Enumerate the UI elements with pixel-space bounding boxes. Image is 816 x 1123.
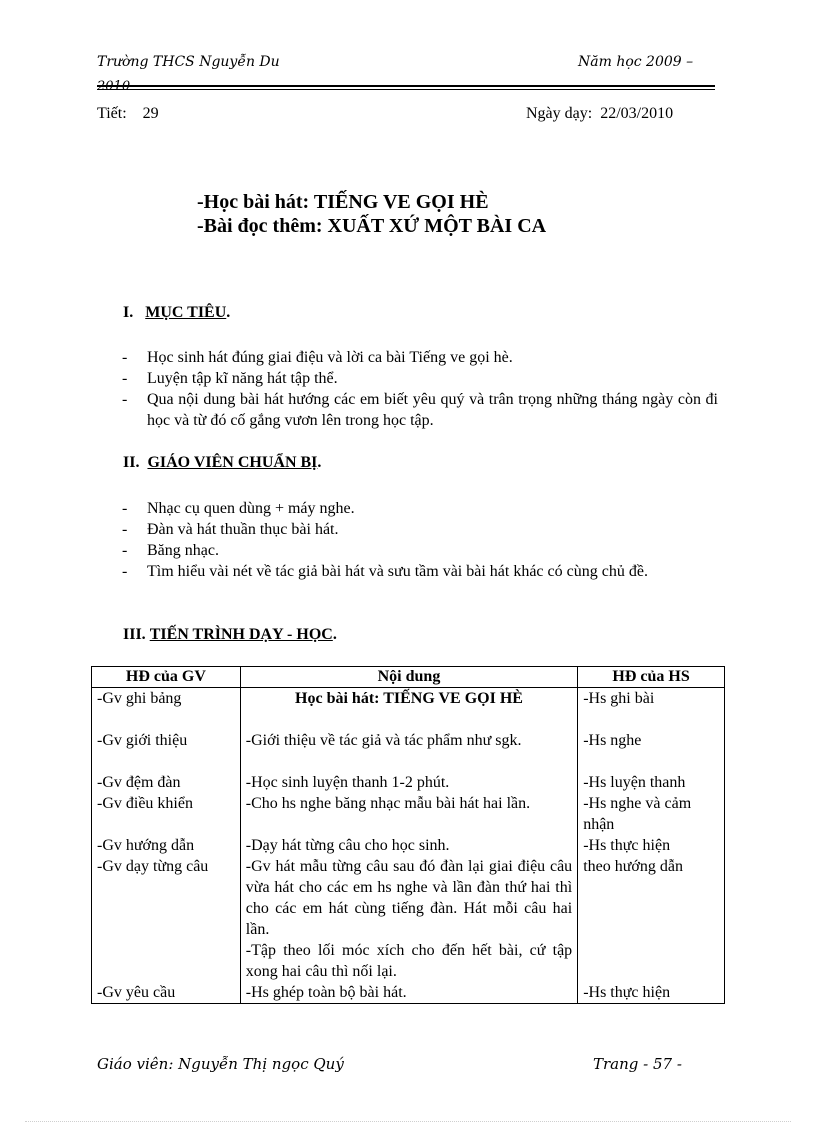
- teacher-cell: -Gv hướng dẫn: [92, 835, 241, 856]
- section-number: III.: [123, 626, 146, 643]
- lesson-title-song: [197, 191, 489, 214]
- student-cell: -Hs nghe: [578, 730, 725, 772]
- table-row: [92, 772, 725, 793]
- section-number: I.: [123, 304, 134, 321]
- teacher-cell: -Gv đệm đàn: [92, 772, 241, 793]
- preparation-list: [122, 498, 718, 582]
- list-item: - Nhạc cụ quen dùng + máy nghe.: [122, 500, 355, 517]
- section-title: GIÁO VIÊN CHUẨN BỊ: [147, 454, 318, 471]
- lesson-title-reading: [197, 215, 546, 238]
- school-name: Trường THCS Nguyễn Du: [97, 54, 280, 70]
- table-row: [92, 688, 725, 731]
- section-title: MỤC TIÊU: [145, 304, 227, 321]
- school-year-end: 2010: [97, 79, 131, 94]
- date-label: Ngày dạy:: [526, 105, 593, 122]
- student-cell: theo hướng dẫn: [578, 856, 725, 940]
- teaching-date: [526, 105, 673, 123]
- teacher-cell: -Gv giới thiệu: [92, 730, 241, 772]
- title-prefix: -Bài đọc thêm:: [197, 215, 328, 237]
- header-rule-thin: [97, 89, 715, 90]
- table-header-row: [92, 667, 725, 688]
- content-cell: Học bài hát: TIẾNG VE GỌI HÈ: [240, 688, 577, 731]
- section-process-heading: [123, 626, 337, 644]
- content-cell: -Dạy hát từng câu cho học sinh.: [240, 835, 577, 856]
- list-item: - Luyện tập kĩ năng hát tập thể.: [122, 370, 338, 387]
- section-preparation-heading: [123, 454, 321, 472]
- school-year: Năm học 2009 –: [578, 54, 694, 70]
- column-header-teacher: HĐ của GV: [92, 667, 241, 688]
- column-header-content: Nội dung: [240, 667, 577, 688]
- teacher-cell: -Gv dạy từng câu: [92, 856, 241, 940]
- section-tail: .: [332, 626, 337, 643]
- student-cell: -Hs thực hiện: [578, 835, 725, 856]
- page-number: Trang - 57 -: [593, 1055, 682, 1073]
- content-cell: -Giới thiệu về tác giả và tác phẩm như sgk.: [240, 730, 577, 772]
- table-row: [92, 835, 725, 856]
- content-cell: -Tập theo lối móc xích cho đến hết bài, cứ tập xong hai câu thì nối lại.: [240, 940, 577, 982]
- section-tail: .: [317, 454, 322, 471]
- section-number: II.: [123, 454, 140, 471]
- list-item-text: Học sinh hát đúng giai điệu và lời ca bài Tiếng ve gọi hè.: [147, 349, 513, 366]
- section-objectives-heading: [123, 304, 230, 322]
- table-row: [92, 793, 725, 835]
- title-name: XUẤT XỨ MỘT BÀI CA: [327, 215, 547, 237]
- period-label: Tiết:: [97, 105, 127, 122]
- list-item-text: Qua nội dung bài hát hướng các em biết yêu quý và trân trọng những tháng ngày còn đi học và từ đó cố gắng vươn lên trong học tập.: [147, 391, 718, 429]
- teacher-name: Giáo viên: Nguyễn Thị ngọc Quý: [97, 1055, 344, 1073]
- section-tail: .: [226, 304, 231, 321]
- column-header-student: HĐ của HS: [578, 667, 725, 688]
- student-cell: -Hs luyện thanh: [578, 772, 725, 793]
- list-item: - Tìm hiểu vài nét về tác giả bài hát và sưu tầm vài bài hát khác có cùng chủ đề.: [122, 563, 648, 580]
- page-bottom-divider: [25, 1121, 791, 1122]
- teacher-cell: -Gv điều khiển: [92, 793, 241, 835]
- table-row: [92, 730, 725, 772]
- section-title: TIẾN TRÌNH DẠY - HỌC: [149, 626, 333, 643]
- table-row: [92, 982, 725, 1004]
- header-rule: [97, 85, 715, 87]
- table-row: [92, 856, 725, 940]
- title-prefix: -Học bài hát:: [197, 191, 314, 213]
- period: [97, 105, 159, 123]
- content-cell: -Học sinh luyện thanh 1-2 phút.: [240, 772, 577, 793]
- list-item-text: Đàn và hát thuần thục bài hát.: [147, 521, 339, 538]
- table-row: [92, 940, 725, 982]
- student-cell: -Hs ghi bài: [578, 688, 725, 731]
- list-item-text: Tìm hiểu vài nét về tác giả bài hát và sưu tầm vài bài hát khác có cùng chủ đề.: [147, 563, 648, 580]
- date-value: 22/03/2010: [600, 105, 674, 122]
- list-item: - Đàn và hát thuần thục bài hát.: [122, 521, 339, 538]
- list-item-text: Nhạc cụ quen dùng + máy nghe.: [147, 500, 355, 517]
- student-cell: [578, 940, 725, 982]
- teacher-cell: -Gv ghi bảng: [92, 688, 241, 731]
- list-item: - Băng nhạc.: [122, 542, 219, 559]
- list-item-text: Luyện tập kĩ năng hát tập thể.: [147, 370, 338, 387]
- lesson-plan-table: [91, 666, 725, 1004]
- content-cell: -Gv hát mẫu từng câu sau đó đàn lại giai điệu câu vừa hát cho các em hs nghe và lần đàn thứ hai thì cho các em hát cùng tiếng đàn. Hát mỗi câu hai lần.: [240, 856, 577, 940]
- objectives-list: [122, 347, 718, 431]
- content-cell: -Cho hs nghe băng nhạc mẫu bài hát hai lần.: [240, 793, 577, 835]
- teacher-cell: [92, 940, 241, 982]
- student-cell: -Hs nghe và cảm nhận: [578, 793, 725, 835]
- title-name: TIẾNG VE GỌI HÈ: [313, 191, 489, 213]
- list-item: - Qua nội dung bài hát hướng các em biết yêu quý và trân trọng những tháng ngày còn đi học và từ đó cố gắng vươn lên trong học tập.: [122, 391, 718, 429]
- teacher-cell: -Gv yêu cầu: [92, 982, 241, 1004]
- student-cell: -Hs thực hiện: [578, 982, 725, 1004]
- content-cell: -Hs ghép toàn bộ bài hát.: [240, 982, 577, 1004]
- list-item: - Học sinh hát đúng giai điệu và lời ca bài Tiếng ve gọi hè.: [122, 349, 513, 366]
- list-item-text: Băng nhạc.: [147, 542, 219, 559]
- period-value: 29: [142, 105, 159, 122]
